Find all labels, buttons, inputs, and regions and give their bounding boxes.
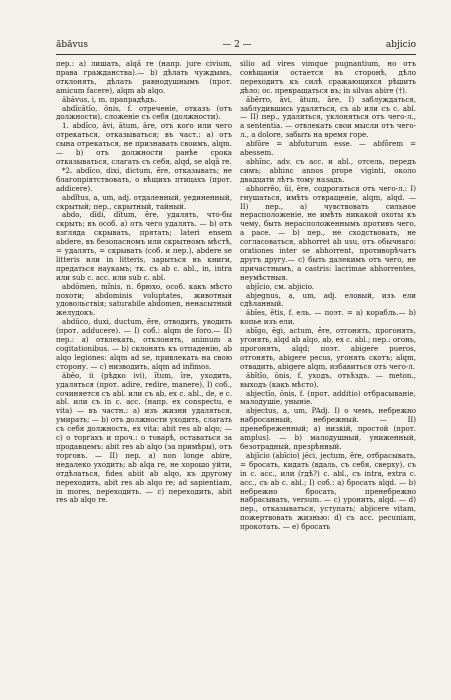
entry: abjĭcio (abĭcio) jēci, jectum, ĕre, отбрасывать, = бросать, кидать (вдаль, съ себя, сверху), съ in c. acc., или (гдѣ?) c. abl., съ intra, extra c. acc., съ ab c. abl.; I) соб.: a) бросать alqd. — b) небрежно бросать, пренебрежно набрасывать, versum. — с) уронить, alqd. — d) пер., отказываться, уступать; abjicere vitam, пожертвовать жизнью: d) съ acc. pecuniam, прокотать. — е) бросать bbox=[240, 450, 416, 532]
entry: ăbăvus, i, m. прапрадѣдъ. bbox=[62, 94, 157, 104]
entry: abjectĭo, ōnis, f. (прот. additio) отбрасываніе, малодушіе, уныніе. bbox=[240, 388, 416, 407]
right-column bbox=[240, 60, 416, 532]
page-number: — 2 — bbox=[222, 40, 252, 50]
header-left-guideword: ăbăvus bbox=[56, 40, 88, 50]
entry: ăbĭtĭo, ōnis, f. уходъ, отъѣздъ. — meton., выходъ (какъ мѣсто). bbox=[240, 370, 416, 389]
entry: ăbĕrro, āvi, ātum, āre, I) заблуждаться, заблудившись удаляться, съ ab или съ c. abl. — II) пер., удаляться, уклоняться отъ чего-л., a sententia. — отвлекать свои мысли отъ чего-л., a dolore, забыть на время горе. bbox=[240, 94, 416, 140]
entry: abĭgo, ēgi, actum, ĕre, отгонять, прогонять, угонять, alqd ab alqo, ab, ex c. abl.; пер.: огонь, прогонять, alqd; поэт. abigere pueros, отгонять, abigere peсus, угонять скотъ; alqm, отвадить, abigere alqm, избавиться отъ чего-л. bbox=[240, 326, 416, 371]
entry: abdo, dĭdi, dĭtum, ĕre, удалять, что-бы скрыть; въ особ. a) отъ чего удалять. — b) отъ взгляда скрывать, прятать; lateri ensem abdere, въ безопасномъ или скрытномъ мѣстѣ, = удалять, = скрывать (соб. и пер.), abdere se litteris или in litteris, зарыться въ книги, предаться наукамъ; тк. съ ab c. abl., in, intra или sub c. acc. или sub c. abl. bbox=[56, 210, 232, 282]
entry: пер.: a) лишать, alqâ re (напр. jure civium, права гражданства).— b) дѣлать чуждымъ, отклонять, дѣлать равнодушнымъ (прот. amicum facere), alqm ab alqo. bbox=[56, 59, 232, 95]
entry: abdōmen, mĭnis, n. брюхо, особ. какъ мѣсто похоти; abdominis voluptates, животныя удовольствія; saturabile abdomen, ненасытный желудокъ. bbox=[56, 281, 232, 318]
entry: silio ad vires vimque pugnantium, но отъ совѣщанія остается въ сторонѣ, дѣло переходитъ къ силѣ сражающихся рѣшить дѣло; ос. превращаться въ; in silvas abire (†). bbox=[240, 59, 416, 95]
entry: abjectus, a, um, PAdj. I) о чемъ, небрежно набросанный, небрежный. — II) пренебреженный; a) низкій, простой (прот. amplus). — b) малодушный, униженный, безотрадный, презрѣнный. bbox=[240, 406, 416, 451]
entry: ăbĭes, ĕtis, f. ель. — поэт. = a) корабль.— b) копье изъ ели. bbox=[240, 308, 416, 327]
entry: abjegnus, a, um, adj. еловый, изъ ели сдѣланный. bbox=[240, 290, 416, 309]
entry: abdĭtus, a, um, adj. отдаленный, уединенный, скрытый; пер., скрытный, тайный. bbox=[56, 192, 232, 211]
header-right-guideword: abjicio bbox=[385, 40, 416, 50]
entry: abhorrĕo, ŭi, ēre, содрогаться отъ чего-л.: I) гнушаться, имѣть отвращеніе, alqm, alqd. — II) пер., a) чувствовать сильное нерасположеніе, не имѣть никакой охоты къ чему, быть нерасположеннымъ противъ чего, a pace. — b) пер., не сходствовать, не согласоваться, abhorret ab usu, отъ обычнаго: orationes inter se abhorrent, противорѣчатъ другъ другу.— c) быть далекимъ отъ чего, не причастнымъ, a castris: lacrimae abhorrentes, неумѣстныя. bbox=[240, 183, 416, 282]
entry: abdĭcātĭo, ōnis, f. отреченіе, отказъ (отъ должности), сложеніе съ себя (должности). bbox=[56, 103, 232, 122]
entry: abjĭcio, см. abjicio. bbox=[246, 281, 315, 291]
entry: abdūco, duxi, ductum, ĕre, отводить, уводить (прот. adducere). — I) соб.: alqm de foro.— II) пер.: a) отвлекать, отклонять, animum a cogitationibus. — b) склонять къ отпаденію, ab alqo legiones: alqm ad se, привлекать на свою сторону. — c) низводить, alqm ad infimos. bbox=[56, 317, 232, 371]
page-header bbox=[56, 40, 416, 54]
header-rule bbox=[56, 54, 416, 55]
entry: abhĭnc, adv. съ acc. и abl., отсель, передъ симъ; abhinc annos prope viginti, около двадцати лѣтъ тому назадъ. bbox=[240, 156, 416, 184]
left-column bbox=[56, 60, 232, 505]
entry: abfŏre = abfuturum esse. — abfŏrem = abessem. bbox=[240, 139, 416, 158]
entry: 1. abdĭco, āvi, ātum, āre, отъ кого или чего отрекаться, отказываться; въ част.: a) отъ сына отрекаться, не признавать своимъ, alqm.— b) отъ должности ранѣе срока отказываться, слагать съ себя, alqd, se alqâ re. bbox=[56, 121, 232, 166]
entry: *2. abdīco, dixi, dictum, ĕre, отказывать; не благопріятствовать, о вѣщихъ птицахъ (прот. addicere). bbox=[56, 165, 232, 193]
entry: ăbĕo, ii (рѣдко ivi), ĭtum, īre, уходить, удаляться (прот. adire, redire, manere), I) соб., сочиняется съ abl. или съ ab, ex c. abl., de, e c. abl. или съ in c. acc. (напр. ex conspectu, e vita) — въ частн.: a) изъ жизни удаляться, умирать; — b) отъ должности уходить, слагать съ себя должность, ex vita: abit res ab alqo; — c) о торгахъ и проч.: о товарѣ, оставаться за продавцемъ: abit res ab alqo (за примѣры), отъ торговъ. — II) пер. a) non longe abire, недалеко уходить; ab alqa re, не хорошо уйти, отдѣлаться, fides abiit ab alqo, къ другому переходить, abit res ab alqo re; ad sapientiam, in mores, переходить. — c) переходить, abit res ab alqo re. bbox=[56, 370, 232, 505]
